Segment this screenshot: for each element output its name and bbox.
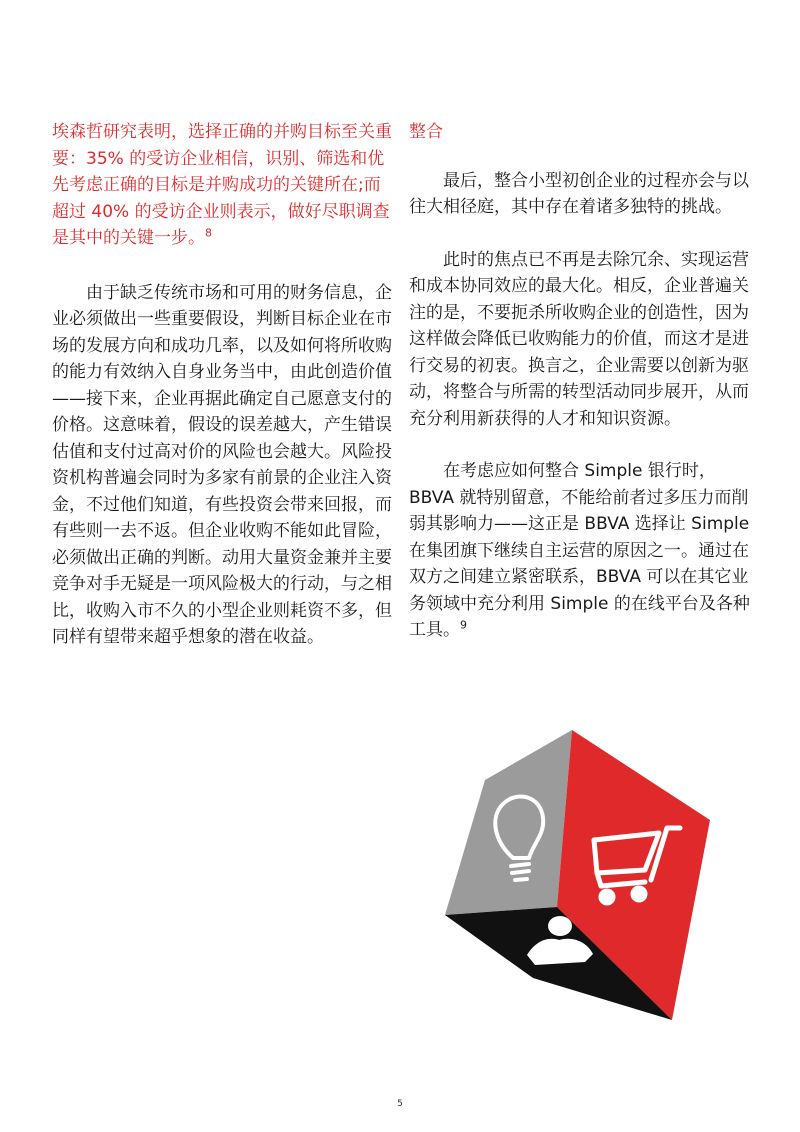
quote-text: 埃森哲研究表明，选择正确的并购目标至关重要：35% 的受访企业相信，识别、筛选和优先考虑正确的目标是并购成功的关键所在;而超过 40% 的受访企业则表示，做好尽职调查是其中的关键一步。 — [52, 122, 392, 248]
body-paragraph: 此时的焦点已不再是去除冗余、实现运营和成本协同效应的最大化。相反，企业普遍关注的是，不要扼杀所收购企业的创造性，因为这样做会降低已收购能力的价值，而这才是进行交易的初衷。换言之，企业需要以创新为驱动，将整合与所需的转型活动同步展开，从而充分利用新获得的人才和知识资源。 — [409, 249, 749, 429]
body-paragraph — [409, 458, 755, 644]
body-paragraph: 最后，整合小型初创企业的过程亦会与以往大相径庭，其中存在着诸多独特的挑战。 — [409, 170, 749, 217]
paragraph-text: 在考虑应如何整合 Simple 银行时，BBVA 就特别留意，不能给前者过多压力而削弱其影响力——这正是 BBVA 选择让 Simple 在集团旗下继续自主运营的原因之一。通过在双方之间建立紧密联系，BBVA 可以在其它业务领域中充分利用 Simple 的在线平台及各种工具。 — [409, 461, 750, 640]
body-paragraph: 由于缺乏传统市场和可用的财务信息，企业必须做出一些重要假设，判断目标企业在市场的发展方向和成功几率，以及如何将所收购的能力有效纳入自身业务当中，由此创造价值——接下来，企业再据此确定自己愿意支付的价格。这意味着，假设的误差越大，产生错误估值和支付过高对价的风险也会越大。风险投资机构普遍会同时为多家有前景的企业注入资金，不过他们知道，有些投资会带来回报，而有些则一去不返。但企业收购不能如此冒险，必须做出正确的判断。动用大量资金兼并主要竞争对手无疑是一项风险极大的行动，与之相比，收购入市不久的小型企业则耗资不多，但同样有望带来超乎想象的潜在收益。 — [52, 282, 392, 647]
page-number: 5 — [397, 1099, 403, 1109]
section-heading: 整合 — [409, 122, 443, 142]
highlight-quote — [52, 119, 392, 252]
right-column — [409, 119, 755, 670]
cube-illustration — [445, 730, 710, 1025]
left-column — [52, 119, 392, 677]
footnote-ref-8: 8 — [205, 226, 212, 240]
footnote-ref-9: 9 — [460, 618, 467, 632]
cube-gray-face — [445, 730, 572, 915]
